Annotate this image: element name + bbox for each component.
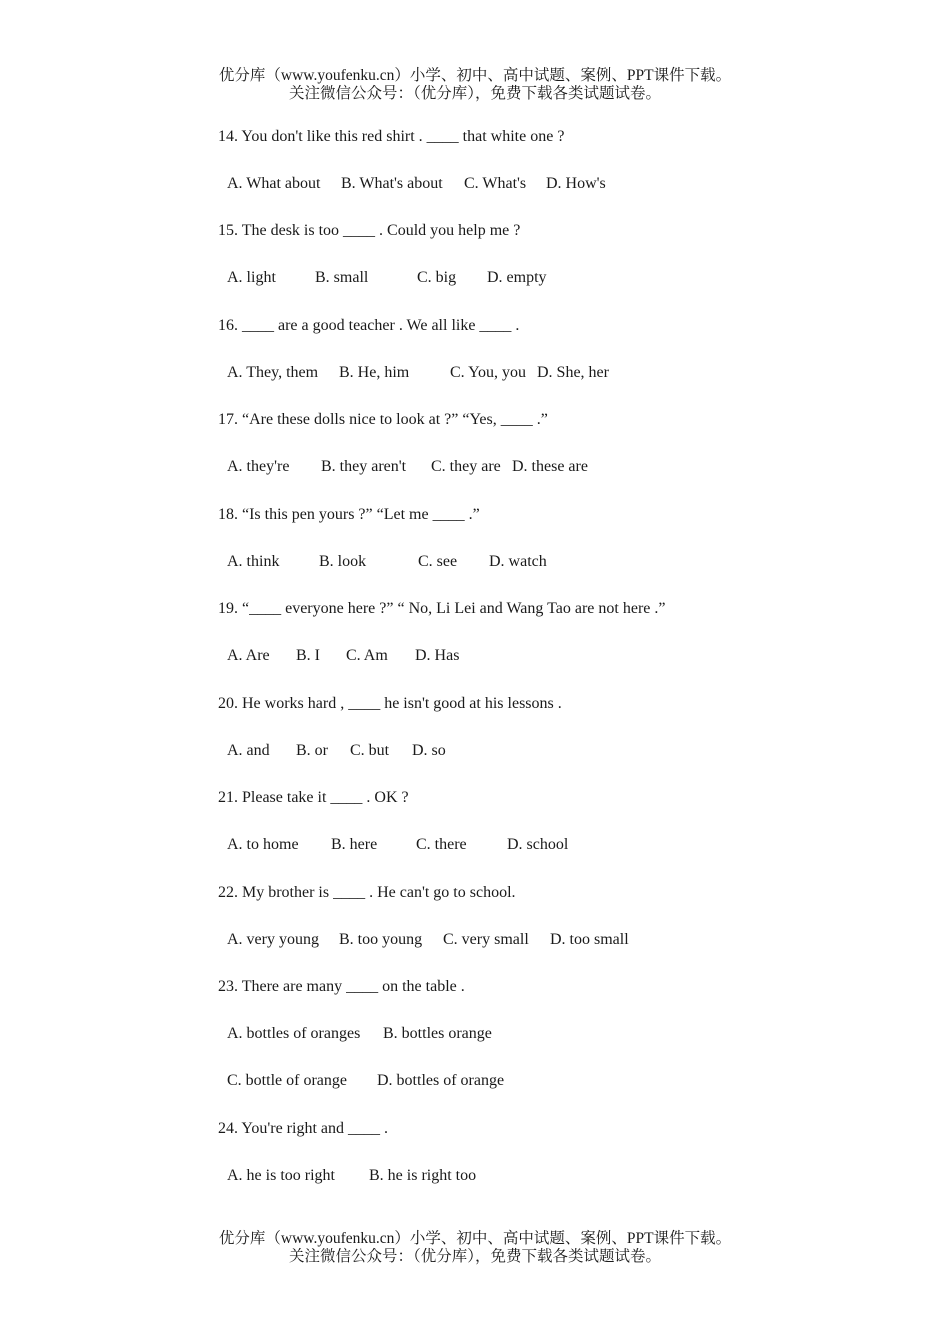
option-20-c: C. but [350,742,390,759]
header-line-1: 优分库（www.youfenku.cn）小学、初中、高中试题、案例、PPT课件下载。 [218,67,732,84]
option-16-d: D. She, her [537,364,609,381]
option-18-c: C. see [418,553,458,570]
option-16-c: C. You, you [450,364,527,381]
option-14-b: B. What's about [341,175,443,192]
option-18-a: A. think [227,553,280,570]
option-18-b: B. look [319,553,367,570]
question-22: 22. My brother is ____ . He can't go to school. [218,884,516,901]
option-20-b: B. or [296,742,328,759]
option-22-c: C. very small [443,931,529,948]
option-21-c: C. there [416,836,467,853]
option-21-b: B. here [331,836,378,853]
option-22-a: A. very young [227,931,319,948]
option-23-a: A. bottles of oranges [227,1025,361,1042]
question-24: 24. You're right and ____ . [218,1120,388,1137]
option-17-d: D. these are [512,458,588,475]
options-24 [227,1166,477,1226]
option-17-c: C. they are [431,458,501,475]
option-18-d: D. watch [489,553,547,570]
option-24-a: A. he is too right [227,1167,335,1184]
question-21: 21. Please take it ____ . OK ? [218,789,409,806]
option-16-a: A. They, them [227,364,319,381]
question-16: 16. ____ are a good teacher . We all like ____ . [218,317,520,334]
option-14-d: D. How's [546,175,606,192]
page-header [0,67,950,103]
option-21-d: D. school [507,836,569,853]
option-14-a: A. What about [227,175,321,192]
page-footer [0,1230,950,1266]
question-23: 23. There are many ____ on the table . [218,978,465,995]
option-23-d: D. bottles of orange [377,1072,505,1089]
option-14-c: C. What's [464,175,527,192]
option-19-c: C. Am [346,647,388,664]
option-19-a: A. Are [227,647,270,664]
option-15-a: A. light [227,269,276,286]
option-17-a: A. they're [227,458,290,475]
option-19-d: D. Has [415,647,460,664]
option-19-b: B. I [296,647,320,664]
question-17: 17. “Are these dolls nice to look at ?” “Yes, ____ .” [218,411,548,428]
option-20-a: A. and [227,742,270,759]
question-20: 20. He works hard , ____ he isn't good at his lessons . [218,695,562,712]
option-16-b: B. He, him [339,364,410,381]
option-23-b: B. bottles orange [383,1025,492,1042]
option-17-b: B. they aren't [321,458,407,475]
question-14: 14. You don't like this red shirt . ____ that white one ? [218,128,565,145]
header-line-2: 关注微信公众号：（优分库），免费下载各类试题试卷。 [288,85,661,102]
option-22-d: D. too small [550,931,629,948]
option-23-c: C. bottle of orange [227,1072,347,1089]
question-19: 19. “____ everyone here ?” “ No, Li Lei and Wang Tao are not here .” [218,600,666,617]
question-18: 18. “Is this pen yours ?” “Let me ____ .” [218,506,480,523]
option-22-b: B. too young [339,931,423,948]
option-15-c: C. big [417,269,457,286]
footer-line-2: 关注微信公众号：（优分库），免费下载各类试题试卷。 [288,1248,661,1265]
footer-line-1: 优分库（www.youfenku.cn）小学、初中、高中试题、案例、PPT课件下载。 [218,1230,732,1247]
option-24-b: B. he is right too [369,1167,477,1184]
option-15-d: D. empty [487,269,547,286]
option-15-b: B. small [315,269,369,286]
question-15: 15. The desk is too ____ . Could you help me ? [218,222,521,239]
option-21-a: A. to home [227,836,299,853]
option-20-d: D. so [412,742,446,759]
